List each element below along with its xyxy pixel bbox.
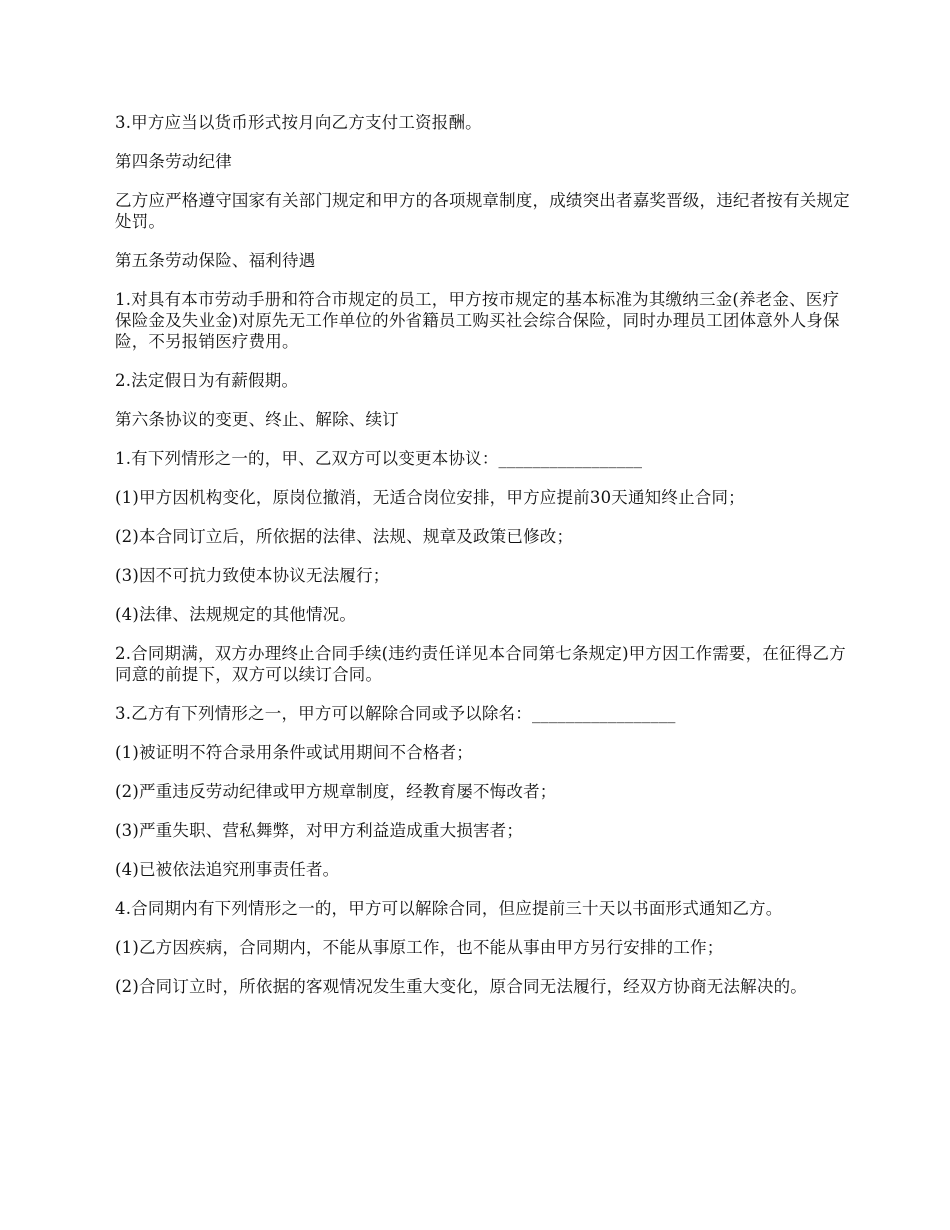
paragraph-article-4-body: 乙方应严格遵守国家有关部门规定和甲方的各项规章制度，成绩突出者嘉奖晋级，违纪者按有关规定处罚。 (115, 191, 850, 231)
paragraph-item-6-1-2: (2)本合同订立后，所依据的法律、法规、规章及政策已修改； (115, 527, 574, 546)
paragraph-clause-3-3: 3.甲方应当以货币形式按月向乙方支付工资报酬。 (115, 113, 482, 132)
paragraph-clause-5-1: 1.对具有本市劳动手册和符合市规定的员工，甲方按市规定的基本标准为其缴纳三金(养老金、医疗保险金及失业金)对原先无工作单位的外省籍员工购买社会综合保险，同时办理员工团体意外人身保险，不另报销医疗费用。 (115, 290, 840, 351)
paragraph-clause-6-1: 1.有下列情形之一的，甲、乙双方可以变更本协议：_________________ (115, 449, 643, 468)
heading-article-6: 第六条协议的变更、终止、解除、续订 (115, 410, 399, 429)
heading-article-5: 第五条劳动保险、福利待遇 (115, 251, 316, 270)
paragraph-item-6-4-1: (1)乙方因疾病，合同期内，不能从事原工作，也不能从事由甲方另行安排的工作； (115, 938, 724, 957)
paragraph-item-6-1-4: (4)法律、法规规定的其他情况。 (115, 605, 357, 624)
paragraph-item-6-3-2: (2)严重违反劳动纪律或甲方规章制度，经教育屡不悔改者； (115, 782, 557, 801)
paragraph-item-6-1-3: (3)因不可抗力致使本协议无法履行； (115, 566, 390, 585)
fill-in-blank[interactable]: _________________ (498, 449, 643, 468)
paragraph-item-6-1-1: (1)甲方因机构变化，原岗位撤消，无适合岗位安排，甲方应提前30天通知终止合同； (115, 488, 745, 507)
paragraph-item-6-3-4: (4)已被依法追究刑事责任者。 (115, 860, 340, 879)
paragraph-clause-6-4: 4.合同期内有下列情形之一的，甲方可以解除合同，但应提前三十天以书面形式通知乙方。 (115, 899, 783, 918)
paragraph-item-6-3-1: (1)被证明不符合录用条件或试用期间不合格者； (115, 743, 473, 762)
paragraph-clause-6-2: 2.合同期满，双方办理终止合同手续(违约责任详见本合同第七条规定)甲方因工作需要，在征得乙方同意的前提下，双方可以续订合同。 (115, 644, 846, 684)
heading-article-4: 第四条劳动纪律 (115, 152, 232, 171)
document-body (115, 112, 850, 1015)
paragraph-clause-5-2: 2.法定假日为有薪假期。 (115, 371, 299, 390)
paragraph-item-6-3-3: (3)严重失职、营私舞弊，对甲方利益造成重大损害者； (115, 821, 524, 840)
paragraph-item-6-4-2: (2)合同订立时，所依据的客观情况发生重大变化，原合同无法履行，经双方协商无法解决的。 (115, 977, 807, 996)
paragraph-clause-6-3: 3.乙方有下列情形之一，甲方可以解除合同或予以除名：_________________ (115, 704, 676, 723)
fill-in-blank[interactable]: _________________ (531, 704, 676, 723)
